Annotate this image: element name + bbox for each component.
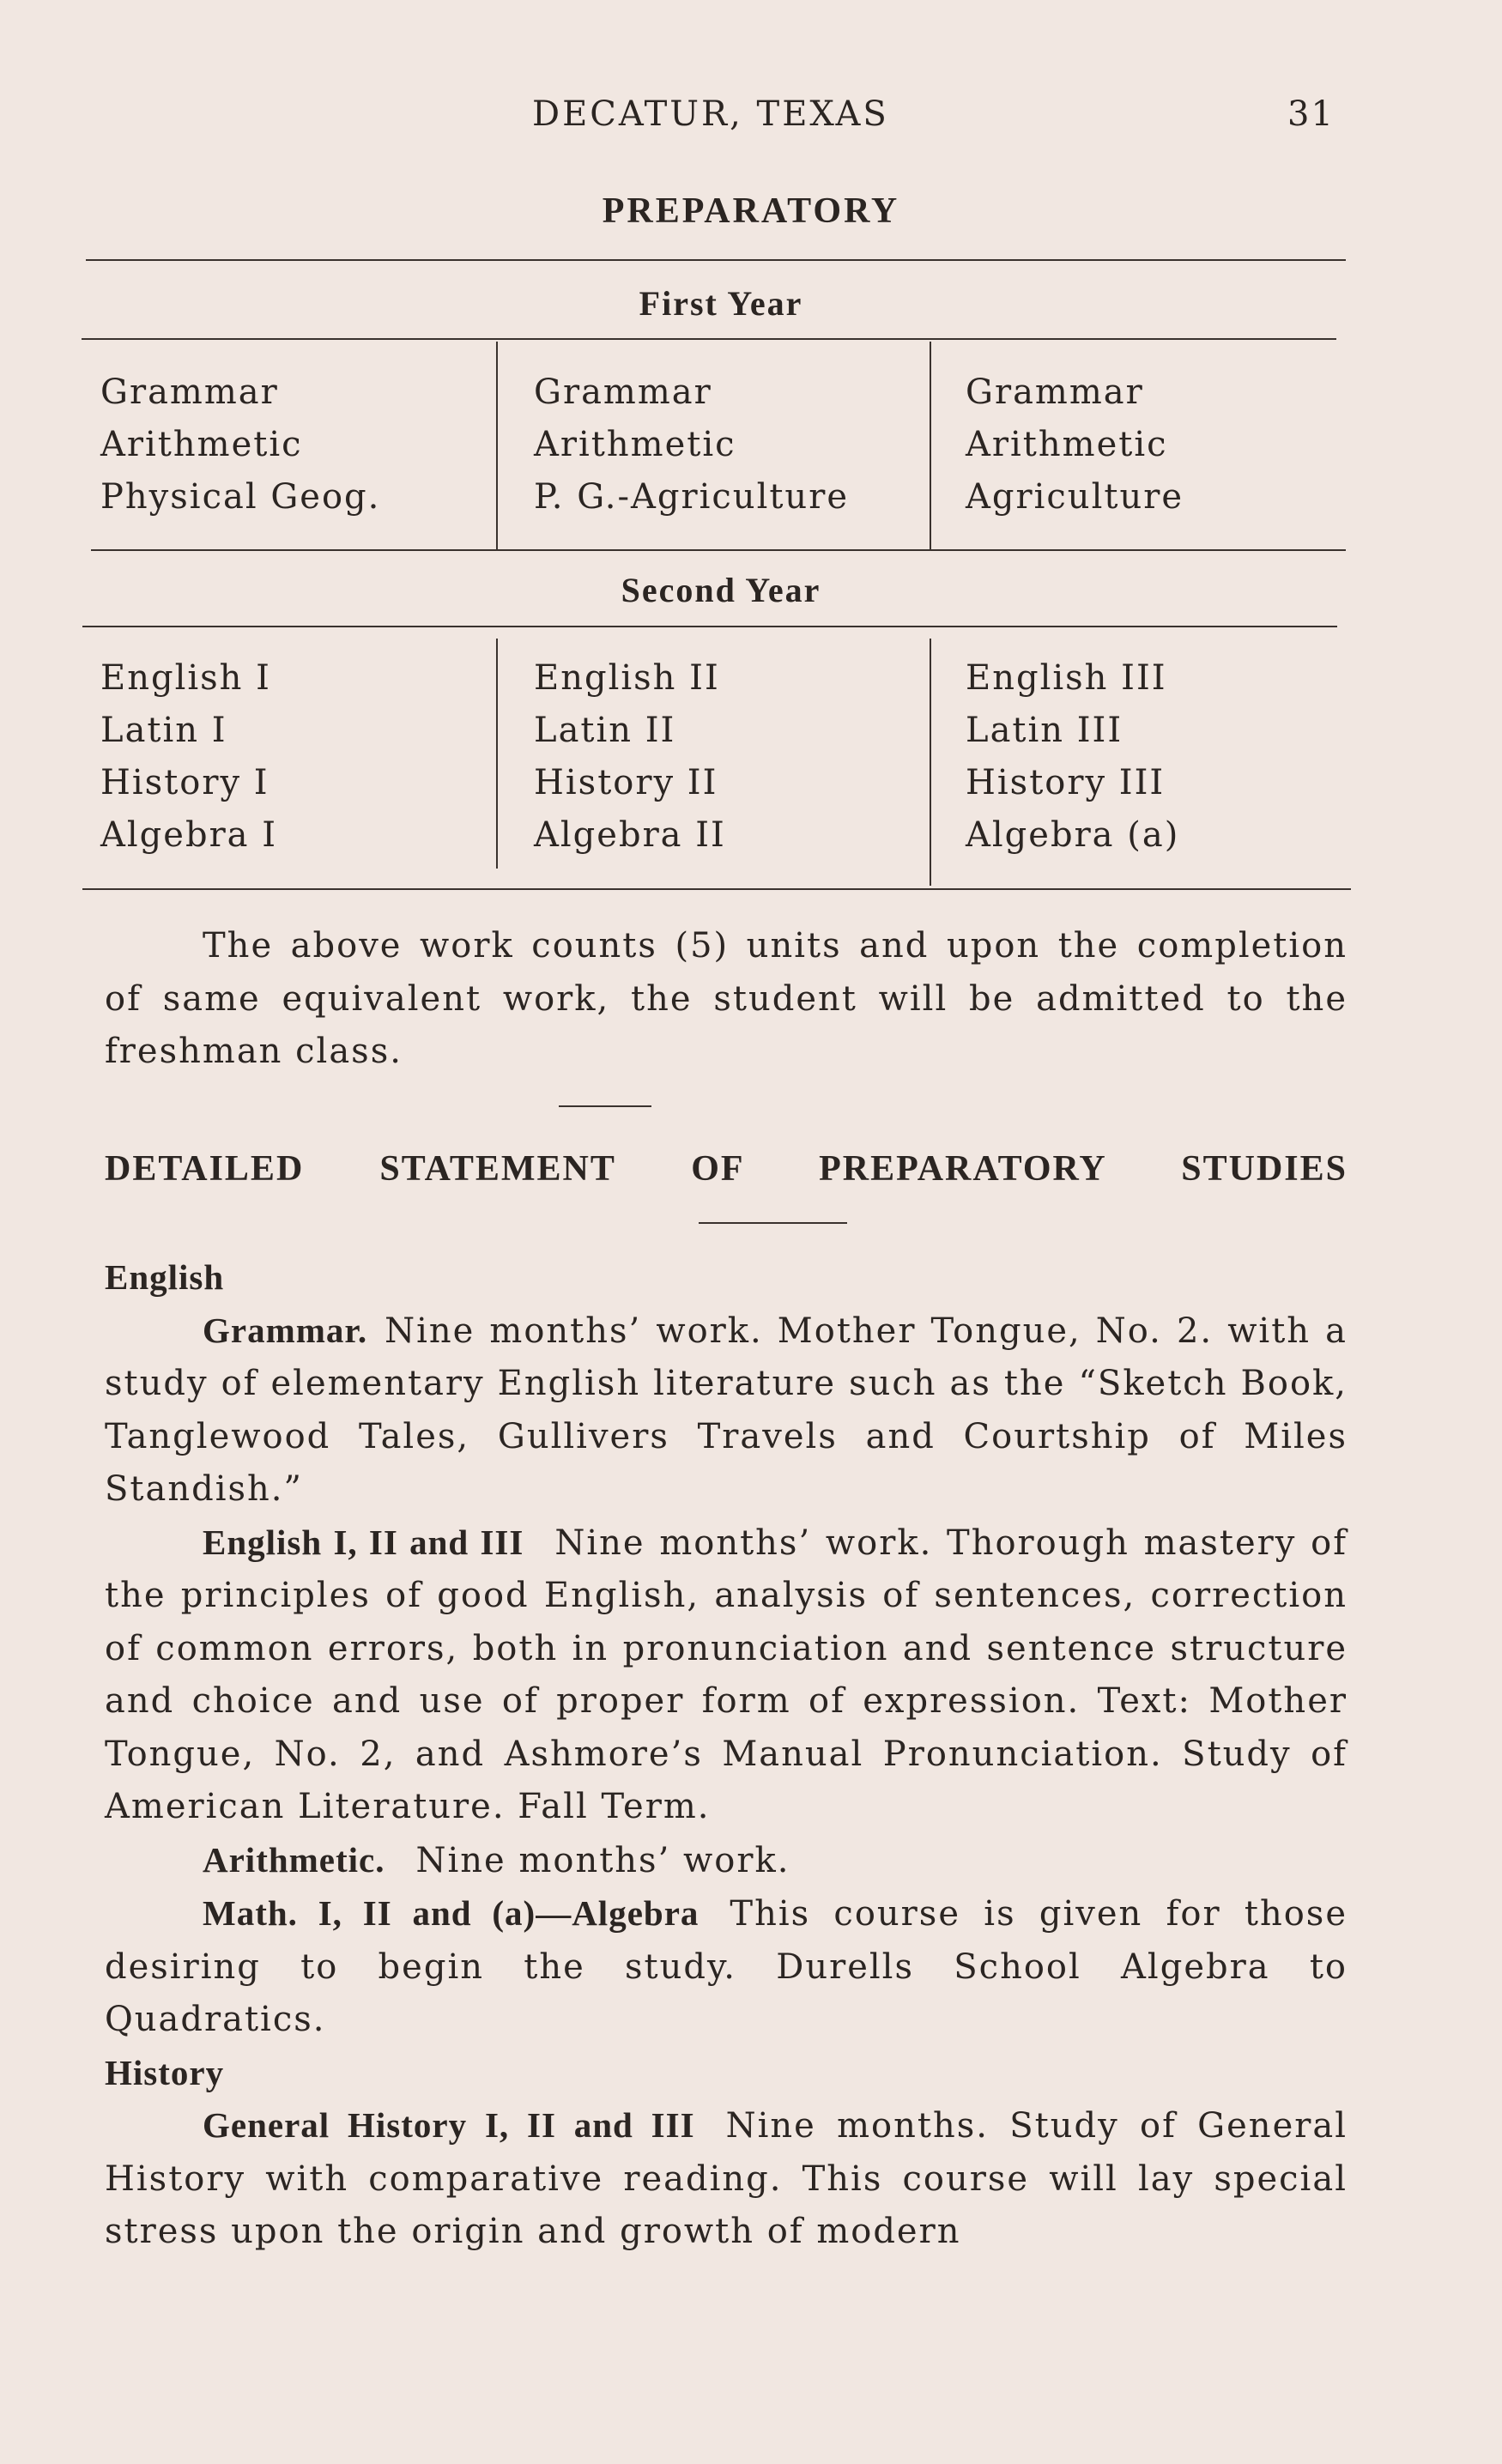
running-title: DECATUR, TEXAS bbox=[532, 94, 889, 134]
subject: Latin I bbox=[100, 711, 227, 750]
second-year-label: Second Year bbox=[621, 571, 821, 609]
english-paragraph bbox=[105, 1517, 1348, 1834]
first-year-col-1 bbox=[100, 366, 380, 524]
history-heading: History bbox=[105, 2052, 225, 2092]
rule-second-year-under bbox=[82, 626, 1337, 627]
column-divider bbox=[496, 639, 498, 869]
units-note bbox=[105, 920, 1348, 1079]
second-year-col-1 bbox=[100, 652, 277, 862]
math-text: This course is given for those desiring to begin the study. Durells School Algebra to Quadratics. bbox=[105, 1894, 1348, 2039]
subject: Algebra (a) bbox=[966, 815, 1180, 855]
subject: P. G.-Agriculture bbox=[534, 477, 849, 517]
short-divider bbox=[559, 1105, 651, 1107]
subject: Arithmetic bbox=[966, 425, 1168, 464]
math-paragraph bbox=[105, 1887, 1348, 2047]
column-divider bbox=[930, 342, 931, 549]
rule-second-year-bottom bbox=[82, 888, 1351, 890]
first-year-col-2 bbox=[534, 366, 849, 524]
english-lead: English I, II and III bbox=[203, 1522, 524, 1562]
history-lead: General History I, II and III bbox=[203, 2105, 695, 2145]
arithmetic-text: Nine months’ work. bbox=[415, 1840, 790, 1880]
short-divider bbox=[699, 1222, 847, 1224]
units-note-text: The above work counts (5) units and upon the completion of same equivalent work, the student will be admitted to the freshman class. bbox=[105, 926, 1348, 1071]
subject: Grammar bbox=[966, 372, 1144, 412]
subject: English III bbox=[966, 658, 1167, 698]
grammar-text: Nine months’ work. Mother Tongue, No. 2. with a study of elementary English literature such as the “Sketch Book, Tanglewood Tales, Gullivers Travels and Courtship of Miles Standish.” bbox=[105, 1311, 1348, 1509]
first-year-label: First Year bbox=[639, 284, 803, 323]
first-year-col-3 bbox=[966, 366, 1184, 524]
rule-first-year-under bbox=[82, 338, 1336, 340]
detailed-statement-title: DETAILED STATEMENT OF PREPARATORY STUDIES bbox=[105, 1149, 1348, 1189]
subject: History III bbox=[966, 763, 1166, 802]
column-divider bbox=[930, 639, 931, 886]
rule-top bbox=[86, 259, 1346, 261]
subject: Algebra II bbox=[534, 815, 726, 855]
subject: History II bbox=[534, 763, 718, 802]
subject: Agriculture bbox=[966, 477, 1184, 517]
subject: Physical Geog. bbox=[100, 477, 381, 517]
history-text: Nine months. Study of General History with comparative reading. This course will lay special stress upon the origin and growth of modern bbox=[105, 2106, 1348, 2251]
subject: History I bbox=[100, 763, 270, 802]
subject: Arithmetic bbox=[534, 425, 736, 464]
page-number: 31 bbox=[1287, 94, 1335, 134]
subject: Latin III bbox=[966, 711, 1123, 750]
subject: Latin II bbox=[534, 711, 676, 750]
arithmetic-paragraph bbox=[105, 1834, 1348, 1888]
subject: Grammar bbox=[534, 372, 712, 412]
history-paragraph bbox=[105, 2099, 1348, 2259]
column-divider bbox=[496, 342, 498, 549]
english-text: Nine months’ work. Thorough mastery of the principles of good English, analysis of sentences, correction of common errors, both in pronunciation and sentence structure and choice and use of proper form of expression. Text: Mother Tongue, No. 2, and Ashmore’s Manual Pronunciation. Study of American Literature. Fall Term. bbox=[105, 1523, 1348, 1826]
subject: English I bbox=[100, 658, 271, 698]
second-year-col-3 bbox=[966, 652, 1179, 862]
subject: Grammar bbox=[100, 372, 279, 412]
detailed-body bbox=[105, 1251, 1348, 2259]
math-lead: Math. I, II and (a)—Algebra bbox=[203, 1893, 700, 1933]
arithmetic-lead: Arithmetic. bbox=[203, 1839, 385, 1880]
subject: English II bbox=[534, 658, 720, 698]
preparatory-title: PREPARATORY bbox=[602, 191, 900, 231]
english-heading: English bbox=[105, 1257, 225, 1297]
grammar-paragraph bbox=[105, 1305, 1348, 1517]
second-year-col-2 bbox=[534, 652, 726, 862]
subject: Arithmetic bbox=[100, 425, 303, 464]
subject: Algebra I bbox=[100, 815, 278, 855]
page-header bbox=[0, 94, 1502, 137]
rule-first-year-bottom bbox=[91, 549, 1346, 551]
grammar-lead: Grammar. bbox=[203, 1310, 368, 1350]
